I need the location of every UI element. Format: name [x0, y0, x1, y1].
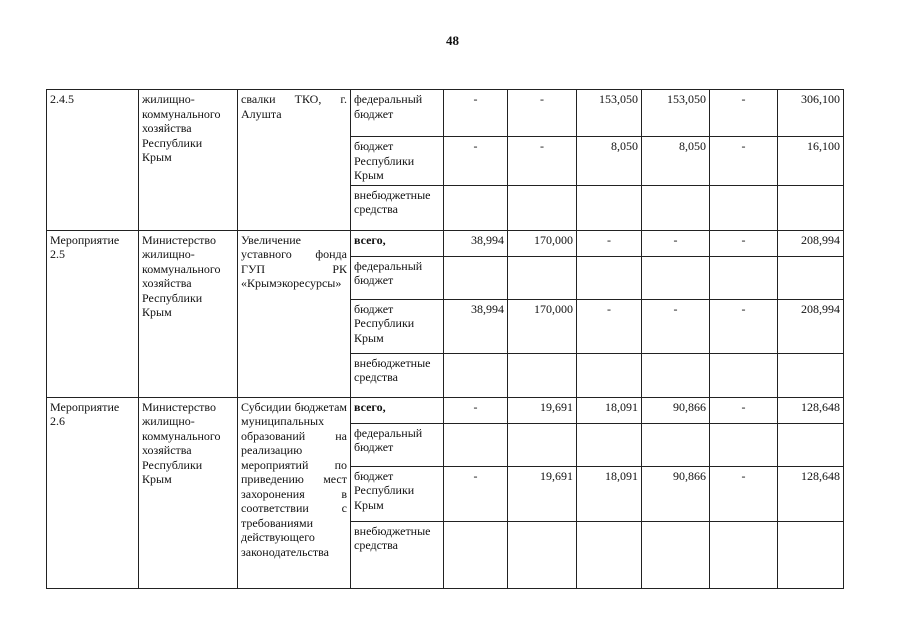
amount-cell [444, 256, 508, 299]
amount-cell: 90,866 [642, 397, 710, 423]
amount-cell [577, 256, 642, 299]
amount-cell [778, 185, 844, 230]
description-cell: свалки ТКО, г. Алушта [238, 90, 351, 231]
page-number: 48 [446, 33, 459, 48]
funding-source-cell: всего, [351, 397, 444, 423]
funding-source-cell: внебюджетные средства [351, 353, 444, 397]
amount-cell: - [710, 397, 778, 423]
amount-cell: - [444, 90, 508, 137]
amount-cell: - [710, 137, 778, 186]
activity-code-cell: 2.4.5 [47, 90, 139, 231]
amount-cell: - [508, 137, 577, 186]
funding-source-cell: федеральный бюджет [351, 256, 444, 299]
funding-source-cell: федеральный бюджет [351, 423, 444, 466]
amount-cell: 38,994 [444, 299, 508, 353]
amount-cell: 18,091 [577, 397, 642, 423]
description-cell: Увеличение уставного фонда ГУП РК «Крымэкоресурсы» [238, 230, 351, 397]
amount-cell: - [577, 230, 642, 256]
amount-cell: 8,050 [577, 137, 642, 186]
amount-cell [710, 256, 778, 299]
amount-cell [710, 521, 778, 588]
amount-cell [642, 256, 710, 299]
amount-cell: 208,994 [778, 230, 844, 256]
amount-cell: - [710, 230, 778, 256]
amount-cell: - [508, 90, 577, 137]
amount-cell [508, 256, 577, 299]
amount-cell [778, 521, 844, 588]
amount-cell: - [444, 466, 508, 521]
funding-source-cell: всего, [351, 230, 444, 256]
table-row [47, 230, 844, 256]
amount-cell: - [710, 90, 778, 137]
amount-cell [577, 521, 642, 588]
amount-cell: 128,648 [778, 466, 844, 521]
table-row [47, 90, 844, 137]
amount-cell [710, 185, 778, 230]
amount-cell: 19,691 [508, 397, 577, 423]
funding-source-cell: федеральный бюджет [351, 90, 444, 137]
amount-cell [577, 185, 642, 230]
amount-cell: 8,050 [642, 137, 710, 186]
amount-cell: 128,648 [778, 397, 844, 423]
amount-cell: 170,000 [508, 230, 577, 256]
amount-cell [444, 185, 508, 230]
amount-cell: 153,050 [642, 90, 710, 137]
amount-cell: 38,994 [444, 230, 508, 256]
amount-cell [642, 353, 710, 397]
amount-cell [577, 423, 642, 466]
amount-cell [508, 185, 577, 230]
amount-cell: - [642, 299, 710, 353]
amount-cell [710, 353, 778, 397]
amount-cell: - [444, 397, 508, 423]
table-row [47, 397, 844, 423]
amount-cell: - [577, 299, 642, 353]
amount-cell: 90,866 [642, 466, 710, 521]
executor-cell: Министерство жилищно-коммунального хозяйства Республики Крым [139, 397, 238, 588]
amount-cell [642, 423, 710, 466]
amount-cell [508, 423, 577, 466]
amount-cell [778, 353, 844, 397]
funding-source-cell: внебюджетные средства [351, 185, 444, 230]
budget-table [46, 89, 844, 589]
amount-cell [444, 521, 508, 588]
amount-cell: 18,091 [577, 466, 642, 521]
amount-cell: 306,100 [778, 90, 844, 137]
amount-cell: - [710, 299, 778, 353]
amount-cell [444, 353, 508, 397]
amount-cell [508, 353, 577, 397]
amount-cell [444, 423, 508, 466]
amount-cell: 208,994 [778, 299, 844, 353]
amount-cell: - [444, 137, 508, 186]
amount-cell: - [642, 230, 710, 256]
funding-source-cell: бюджет Республики Крым [351, 466, 444, 521]
amount-cell [642, 521, 710, 588]
amount-cell [642, 185, 710, 230]
amount-cell: 19,691 [508, 466, 577, 521]
amount-cell [778, 256, 844, 299]
executor-cell: жилищно-коммунального хозяйства Республики Крым [139, 90, 238, 231]
amount-cell: 170,000 [508, 299, 577, 353]
activity-code-cell: Мероприятие 2.6 [47, 397, 139, 588]
amount-cell [710, 423, 778, 466]
amount-cell: 16,100 [778, 137, 844, 186]
amount-cell [508, 521, 577, 588]
amount-cell [577, 353, 642, 397]
funding-source-cell: бюджет Республики Крым [351, 299, 444, 353]
description-cell: Субсидии бюджетам муниципальных образований на реализацию мероприятий по приведению мест захоронения в соответствии с требованиями действующего законодательства [238, 397, 351, 588]
funding-source-cell: бюджет Республики Крым [351, 137, 444, 186]
executor-cell: Министерство жилищно-коммунального хозяйства Республики Крым [139, 230, 238, 397]
amount-cell [778, 423, 844, 466]
amount-cell: 153,050 [577, 90, 642, 137]
activity-code-cell: Мероприятие 2.5 [47, 230, 139, 397]
amount-cell: - [710, 466, 778, 521]
funding-source-cell: внебюджетные средства [351, 521, 444, 588]
